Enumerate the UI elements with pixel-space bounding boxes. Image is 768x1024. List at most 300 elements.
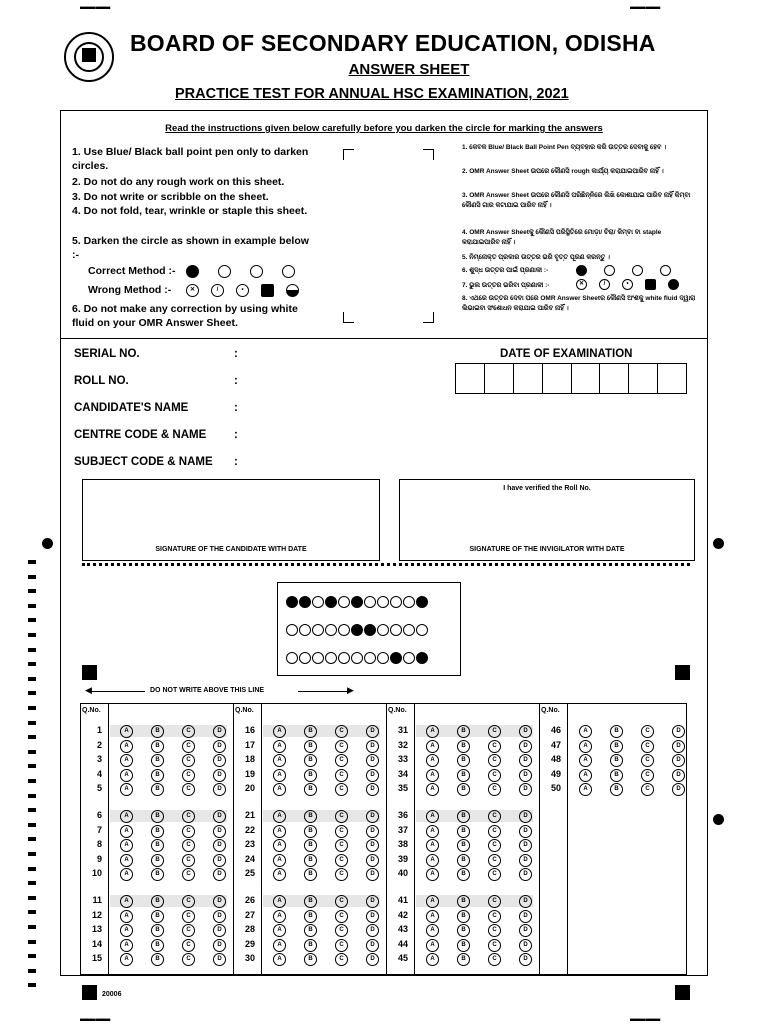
answer-bubble-a[interactable]: A <box>426 868 439 881</box>
answer-bubble-c[interactable]: C <box>335 868 348 881</box>
code-bubble <box>338 596 350 608</box>
answer-bubble-c[interactable]: C <box>335 854 348 867</box>
subject-colon: : <box>234 456 238 468</box>
answer-bubble-d[interactable]: D <box>519 740 532 753</box>
answer-bubble-b[interactable]: B <box>457 924 470 937</box>
answer-bubble-a[interactable]: A <box>273 725 286 738</box>
answer-bubble-b[interactable]: B <box>457 939 470 952</box>
question-number: 21 <box>244 810 255 820</box>
answer-bubble-d[interactable]: D <box>519 783 532 796</box>
invigilator-signature-label: SIGNATURE OF THE INVIGILATOR WITH DATE <box>469 546 625 553</box>
answer-bubble-d[interactable]: D <box>213 854 226 867</box>
answer-bubble-a[interactable]: A <box>426 854 439 867</box>
right-arrow-icon: ▶ <box>347 685 354 695</box>
answer-bubble-a[interactable]: A <box>273 910 286 923</box>
answer-bubble-c[interactable]: C <box>488 825 501 838</box>
answer-bubble-a[interactable]: A <box>273 839 286 852</box>
answer-bubble-c[interactable]: C <box>182 740 195 753</box>
candidate-colon: : <box>234 402 238 414</box>
answer-bubble-d[interactable]: D <box>366 740 379 753</box>
answer-bubble-c[interactable]: C <box>335 895 348 908</box>
answer-bubble-a[interactable]: A <box>426 939 439 952</box>
answer-bubble-d[interactable]: D <box>519 868 532 881</box>
answer-bubble-b[interactable]: B <box>151 854 164 867</box>
answer-bubble-c[interactable]: C <box>182 953 195 966</box>
corner-mark <box>343 312 354 323</box>
answer-bubble-b[interactable]: B <box>304 783 317 796</box>
answer-bubble-c[interactable]: C <box>488 939 501 952</box>
answer-bubble-d[interactable]: D <box>672 783 685 796</box>
answer-bubble-c[interactable]: C <box>335 810 348 823</box>
answer-bubble-a[interactable]: A <box>120 825 133 838</box>
answer-bubble-c[interactable]: C <box>182 939 195 952</box>
answer-bubble-c[interactable]: C <box>182 754 195 767</box>
answer-bubble-c[interactable]: C <box>182 895 195 908</box>
answer-bubble-d[interactable]: D <box>366 725 379 738</box>
answer-bubble-b[interactable]: B <box>457 839 470 852</box>
answer-bubble-d[interactable]: D <box>519 769 532 782</box>
question-number: 45 <box>397 953 408 964</box>
answer-bubble-a[interactable]: A <box>120 769 133 782</box>
question-number: 8 <box>96 839 102 850</box>
answer-bubble-d[interactable]: D <box>519 854 532 867</box>
answer-bubble-b[interactable]: B <box>151 868 164 881</box>
answer-bubble-d[interactable]: D <box>366 953 379 966</box>
answer-bubble-a[interactable]: A <box>120 953 133 966</box>
answer-bubble-d[interactable]: D <box>213 754 226 767</box>
correct-method-label: Correct Method :- <box>88 265 176 277</box>
answer-bubble-a[interactable]: A <box>426 754 439 767</box>
answer-bubble-b[interactable]: B <box>457 725 470 738</box>
answer-bubble-d[interactable]: D <box>366 783 379 796</box>
candidate-name-label: CANDIDATE'S NAME <box>74 402 189 414</box>
code-bubble <box>403 652 415 664</box>
question-number: 16 <box>244 725 255 735</box>
answer-bubble-c[interactable]: C <box>182 854 195 867</box>
instruction-4: 4. Do not fold, tear, wrinkle or staple this sheet. <box>72 205 308 217</box>
code-bubble <box>377 596 389 608</box>
alignment-dot <box>713 814 724 825</box>
answer-bubble-c[interactable]: C <box>488 754 501 767</box>
answer-bubble-a[interactable]: A <box>273 740 286 753</box>
code-bubble <box>416 624 428 636</box>
answer-bubble-b[interactable]: B <box>457 868 470 881</box>
answer-bubble-a[interactable]: A <box>120 783 133 796</box>
code-bubble <box>286 624 298 636</box>
odia-correct-example <box>576 265 671 276</box>
answer-bubble-b[interactable]: B <box>151 953 164 966</box>
answer-bubble-d[interactable]: D <box>213 825 226 838</box>
answer-bubble-c[interactable]: C <box>488 740 501 753</box>
timing-tick <box>28 706 36 710</box>
answer-bubble-d[interactable]: D <box>519 725 532 738</box>
right-arrow-line <box>298 691 350 692</box>
answer-bubble-c[interactable]: C <box>335 910 348 923</box>
answer-bubble-b[interactable]: B <box>457 895 470 908</box>
question-number: 10 <box>91 868 102 879</box>
answer-bubble-d[interactable]: D <box>366 924 379 937</box>
answer-bubble-b[interactable]: B <box>151 740 164 753</box>
question-number: 13 <box>91 924 102 935</box>
answer-bubble-c[interactable]: C <box>488 924 501 937</box>
instruction-6: 6. Do not make any correction by using white fluid on your OMR Answer Sheet. <box>72 303 298 329</box>
timing-tick <box>28 808 36 812</box>
answer-bubble-c[interactable]: C <box>488 725 501 738</box>
answer-bubble-b[interactable]: B <box>304 754 317 767</box>
question-number: 9 <box>96 853 102 864</box>
answer-bubble-c[interactable]: C <box>182 769 195 782</box>
answer-bubble-d[interactable]: D <box>672 754 685 767</box>
answer-bubble-a[interactable]: A <box>426 740 439 753</box>
answer-bubble-a[interactable]: A <box>426 924 439 937</box>
answer-bubble-c[interactable]: C <box>488 854 501 867</box>
answer-bubble-b[interactable]: B <box>457 953 470 966</box>
odia-instruction-6: 6. ଶୁଦ୍ଧ ଉତ୍ତର ପାଇଁ ପ୍ରଣାଳୀ :- <box>462 267 549 274</box>
code-bubble <box>351 652 363 664</box>
answer-bubble-b[interactable]: B <box>151 839 164 852</box>
code-bubble <box>338 624 350 636</box>
date-of-exam-label: DATE OF EXAMINATION <box>500 348 633 360</box>
timing-tick <box>28 940 36 944</box>
answer-bubble-d[interactable]: D <box>672 740 685 753</box>
answer-bubble-d[interactable]: D <box>213 953 226 966</box>
answer-bubble-a[interactable]: A <box>273 769 286 782</box>
answer-bubble-d[interactable]: D <box>366 868 379 881</box>
answer-bubble-b[interactable]: B <box>610 740 623 753</box>
code-bubble-row <box>286 596 428 608</box>
question-number: 38 <box>397 839 408 850</box>
answer-bubble-b[interactable]: B <box>151 939 164 952</box>
answer-bubble-a[interactable]: A <box>426 839 439 852</box>
qno-header: Q.No. <box>82 707 101 714</box>
timing-tick <box>28 750 36 754</box>
answer-bubble-b[interactable]: B <box>304 725 317 738</box>
timing-tick <box>28 823 36 827</box>
answer-bubble-b[interactable]: B <box>457 910 470 923</box>
answer-bubble-a[interactable]: A <box>579 783 592 796</box>
answer-bubble-c[interactable]: C <box>335 725 348 738</box>
answer-bubble-b[interactable]: B <box>151 810 164 823</box>
answer-bubble-b[interactable]: B <box>304 939 317 952</box>
answer-bubble-b[interactable]: B <box>610 725 623 738</box>
answer-bubble-c[interactable]: C <box>488 810 501 823</box>
answer-bubble-b[interactable]: B <box>151 825 164 838</box>
question-number: 47 <box>550 739 561 750</box>
answer-bubble-d[interactable]: D <box>519 910 532 923</box>
answer-bubble-b[interactable]: B <box>304 910 317 923</box>
answer-bubble-d[interactable]: D <box>672 769 685 782</box>
question-number: 20 <box>244 783 255 794</box>
answer-bubble-b[interactable]: B <box>457 754 470 767</box>
wrong-method-label: Wrong Method :- <box>88 284 172 296</box>
answer-bubble-d[interactable]: D <box>213 868 226 881</box>
answer-bubble-d[interactable]: D <box>213 939 226 952</box>
answer-bubble-a[interactable]: A <box>579 754 592 767</box>
qno-divider <box>261 703 262 975</box>
instruction-2: 2. Do not do any rough work on this sheet. <box>72 176 285 188</box>
question-number: 18 <box>244 754 255 765</box>
answer-bubble-a[interactable]: A <box>426 825 439 838</box>
answer-bubble-c[interactable]: C <box>641 783 654 796</box>
answer-bubble-c[interactable]: C <box>488 839 501 852</box>
registration-mark <box>675 985 690 1000</box>
question-number: 48 <box>550 754 561 765</box>
answer-bubble-d[interactable]: D <box>213 740 226 753</box>
answer-bubble-c[interactable]: C <box>335 839 348 852</box>
answer-bubble-d[interactable]: D <box>366 910 379 923</box>
answer-bubble-a[interactable]: A <box>120 740 133 753</box>
answer-bubble-a[interactable]: A <box>120 924 133 937</box>
answer-bubble-c[interactable]: C <box>335 953 348 966</box>
question-number: 1 <box>96 725 102 735</box>
answer-bubble-b[interactable]: B <box>610 783 623 796</box>
timing-tick <box>28 589 36 593</box>
answer-bubble-a[interactable]: A <box>273 810 286 823</box>
code-bubble <box>325 652 337 664</box>
answer-bubble-d[interactable]: D <box>213 839 226 852</box>
answer-bubble-a[interactable]: A <box>120 895 133 908</box>
corner-mark <box>423 312 434 323</box>
answer-bubble-d[interactable]: D <box>366 825 379 838</box>
answer-bubble-c[interactable]: C <box>335 924 348 937</box>
qno-header: Q.No. <box>235 707 254 714</box>
code-bubble <box>299 624 311 636</box>
answer-bubble-b[interactable]: B <box>610 769 623 782</box>
sheet-subtitle: ANSWER SHEET <box>348 61 470 78</box>
code-bubble <box>416 652 428 664</box>
answer-bubble-b[interactable]: B <box>304 769 317 782</box>
answer-bubble-a[interactable]: A <box>426 895 439 908</box>
answer-bubble-d[interactable]: D <box>213 769 226 782</box>
answer-bubble-c[interactable]: C <box>641 725 654 738</box>
question-number: 49 <box>550 768 561 779</box>
answer-bubble-b[interactable]: B <box>304 839 317 852</box>
answer-bubble-b[interactable]: B <box>457 825 470 838</box>
answer-bubble-b[interactable]: B <box>151 895 164 908</box>
answer-bubble-a[interactable]: A <box>579 769 592 782</box>
answer-bubble-c[interactable]: C <box>488 769 501 782</box>
answer-bubble-c[interactable]: C <box>182 868 195 881</box>
timing-tick <box>28 618 36 622</box>
question-number: 6 <box>96 810 102 820</box>
answer-bubble-d[interactable]: D <box>519 825 532 838</box>
answer-bubble-a[interactable]: A <box>426 725 439 738</box>
answer-bubble-d[interactable]: D <box>519 953 532 966</box>
answer-bubble-a[interactable]: A <box>120 939 133 952</box>
timing-tick <box>28 735 36 739</box>
answer-bubble-c[interactable]: C <box>182 783 195 796</box>
answer-bubble-d[interactable]: D <box>366 854 379 867</box>
answer-bubble-b[interactable]: B <box>457 769 470 782</box>
answer-bubble-d[interactable]: D <box>519 924 532 937</box>
answer-bubble-c[interactable]: C <box>182 924 195 937</box>
board-title: BOARD OF SECONDARY EDUCATION, ODISHA <box>130 30 656 56</box>
question-number: 50 <box>550 783 561 794</box>
answer-bubble-a[interactable]: A <box>120 725 133 738</box>
answer-bubble-a[interactable]: A <box>120 910 133 923</box>
answer-bubble-c[interactable]: C <box>182 825 195 838</box>
answer-bubble-c[interactable]: C <box>488 868 501 881</box>
answer-bubble-c[interactable]: C <box>488 895 501 908</box>
answer-bubble-d[interactable]: D <box>366 810 379 823</box>
answer-bubble-a[interactable]: A <box>273 854 286 867</box>
question-number: 26 <box>244 895 255 905</box>
answer-bubble-a[interactable]: A <box>120 868 133 881</box>
answer-bubble-b[interactable]: B <box>304 740 317 753</box>
answer-bubble-d[interactable]: D <box>213 895 226 908</box>
timing-tick <box>28 677 36 681</box>
answer-bubble-d[interactable]: D <box>366 939 379 952</box>
question-number: 43 <box>397 924 408 935</box>
answer-bubble-d[interactable]: D <box>519 754 532 767</box>
answer-bubble-a[interactable]: A <box>426 810 439 823</box>
code-bubble <box>325 624 337 636</box>
answer-bubble-c[interactable]: C <box>182 810 195 823</box>
question-number: 44 <box>397 938 408 949</box>
answer-bubble-c[interactable]: C <box>182 910 195 923</box>
roll-label: ROLL NO. <box>74 375 129 387</box>
answer-bubble-a[interactable]: A <box>120 810 133 823</box>
answer-bubble-d[interactable]: D <box>672 725 685 738</box>
answer-bubble-c[interactable]: C <box>335 939 348 952</box>
answer-bubble-c[interactable]: C <box>182 725 195 738</box>
timing-mark: ▬▬ ▬▬ <box>80 1014 110 1023</box>
answer-bubble-a[interactable]: A <box>273 953 286 966</box>
answer-bubble-b[interactable]: B <box>304 868 317 881</box>
code-bubble <box>377 624 389 636</box>
answer-bubble-a[interactable]: A <box>426 769 439 782</box>
answer-bubble-c[interactable]: C <box>335 754 348 767</box>
answer-bubble-c[interactable]: C <box>488 953 501 966</box>
odia-instruction-5: 5. ନିମ୍ନୋକ୍ତ ପ୍ରକାର ଉତ୍ତର ଭରି ବୃତ୍ତ ପୂରଣ କରନ୍ତୁ । <box>462 254 610 261</box>
timing-tick <box>28 837 36 841</box>
answer-bubble-a[interactable]: A <box>579 725 592 738</box>
question-number: 24 <box>244 853 255 864</box>
answer-bubble-b[interactable]: B <box>151 783 164 796</box>
code-bubble <box>312 596 324 608</box>
answer-bubble-c[interactable]: C <box>641 754 654 767</box>
answer-bubble-a[interactable]: A <box>426 910 439 923</box>
question-number: 34 <box>397 768 408 779</box>
answer-bubble-d[interactable]: D <box>519 895 532 908</box>
answer-bubble-d[interactable]: D <box>213 783 226 796</box>
question-number: 40 <box>397 868 408 879</box>
answer-bubble-a[interactable]: A <box>579 740 592 753</box>
qno-header: Q.No. <box>541 707 560 714</box>
answer-bubble-a[interactable]: A <box>273 924 286 937</box>
answer-bubble-a[interactable]: A <box>273 868 286 881</box>
answer-bubble-b[interactable]: B <box>304 854 317 867</box>
answer-bubble-d[interactable]: D <box>366 839 379 852</box>
answer-bubble-a[interactable]: A <box>120 839 133 852</box>
dotted-separator <box>82 563 690 566</box>
code-bubble <box>312 652 324 664</box>
answer-bubble-b[interactable]: B <box>151 725 164 738</box>
answer-bubble-c[interactable]: C <box>182 839 195 852</box>
answer-bubble-a[interactable]: A <box>426 783 439 796</box>
question-number: 25 <box>244 868 255 879</box>
answer-bubble-b[interactable]: B <box>151 754 164 767</box>
correct-example <box>186 265 295 278</box>
answer-bubble-c[interactable]: C <box>641 740 654 753</box>
timing-mark: ▬▬ ▬▬ <box>630 2 660 11</box>
timing-tick <box>28 662 36 666</box>
answer-bubble-d[interactable]: D <box>213 810 226 823</box>
question-number: 28 <box>244 924 255 935</box>
answer-bubble-d[interactable]: D <box>366 754 379 767</box>
code-bubble <box>299 652 311 664</box>
answer-bubble-d[interactable]: D <box>366 769 379 782</box>
answer-bubble-b[interactable]: B <box>457 783 470 796</box>
answer-bubble-c[interactable]: C <box>335 783 348 796</box>
answer-bubble-d[interactable]: D <box>519 939 532 952</box>
answer-bubble-b[interactable]: B <box>304 810 317 823</box>
answer-bubble-a[interactable]: A <box>273 939 286 952</box>
answer-bubble-b[interactable]: B <box>151 924 164 937</box>
answer-bubble-b[interactable]: B <box>151 769 164 782</box>
answer-bubble-c[interactable]: C <box>335 740 348 753</box>
answer-bubble-a[interactable]: A <box>120 854 133 867</box>
answer-bubble-b[interactable]: B <box>304 825 317 838</box>
code-bubble <box>390 624 402 636</box>
answer-bubble-c[interactable]: C <box>488 910 501 923</box>
answer-bubble-d[interactable]: D <box>213 924 226 937</box>
question-number: 35 <box>397 783 408 794</box>
answer-bubble-b[interactable]: B <box>304 924 317 937</box>
date-of-exam-boxes[interactable] <box>455 363 687 394</box>
code-bubble <box>364 652 376 664</box>
answer-bubble-a[interactable]: A <box>273 895 286 908</box>
answer-bubble-a[interactable]: A <box>273 783 286 796</box>
answer-bubble-c[interactable]: C <box>641 769 654 782</box>
answer-bubble-c[interactable]: C <box>335 769 348 782</box>
answer-bubble-c[interactable]: C <box>335 825 348 838</box>
answer-bubble-d[interactable]: D <box>519 839 532 852</box>
answer-bubble-b[interactable]: B <box>457 810 470 823</box>
subject-code-label: SUBJECT CODE & NAME <box>74 456 213 468</box>
answer-bubble-b[interactable]: B <box>457 740 470 753</box>
verified-roll-label: I have verified the Roll No. <box>503 485 591 492</box>
answer-bubble-d[interactable]: D <box>213 725 226 738</box>
code-bubble <box>403 624 415 636</box>
timing-tick <box>28 867 36 871</box>
timing-tick <box>28 794 36 798</box>
code-bubble <box>377 652 389 664</box>
left-arrow-icon: ◀ <box>85 685 92 695</box>
answer-bubble-d[interactable]: D <box>366 895 379 908</box>
code-bubble <box>364 624 376 636</box>
answer-bubble-a[interactable]: A <box>120 754 133 767</box>
answer-bubble-d[interactable]: D <box>213 910 226 923</box>
answer-bubble-a[interactable]: A <box>273 754 286 767</box>
answer-bubble-b[interactable]: B <box>304 895 317 908</box>
answer-bubble-c[interactable]: C <box>488 783 501 796</box>
question-number: 7 <box>96 824 102 835</box>
code-bubble <box>286 596 298 608</box>
timing-tick <box>28 983 36 987</box>
answer-bubble-a[interactable]: A <box>273 825 286 838</box>
answer-bubble-b[interactable]: B <box>304 953 317 966</box>
answer-bubble-a[interactable]: A <box>426 953 439 966</box>
do-not-write-label: DO NOT WRITE ABOVE THIS LINE <box>150 687 265 694</box>
question-number: 11 <box>92 895 102 905</box>
answer-bubble-d[interactable]: D <box>519 810 532 823</box>
answer-bubble-b[interactable]: B <box>610 754 623 767</box>
answer-bubble-b[interactable]: B <box>151 910 164 923</box>
timing-tick <box>28 779 36 783</box>
answer-bubble-b[interactable]: B <box>457 854 470 867</box>
registration-mark <box>82 665 97 680</box>
